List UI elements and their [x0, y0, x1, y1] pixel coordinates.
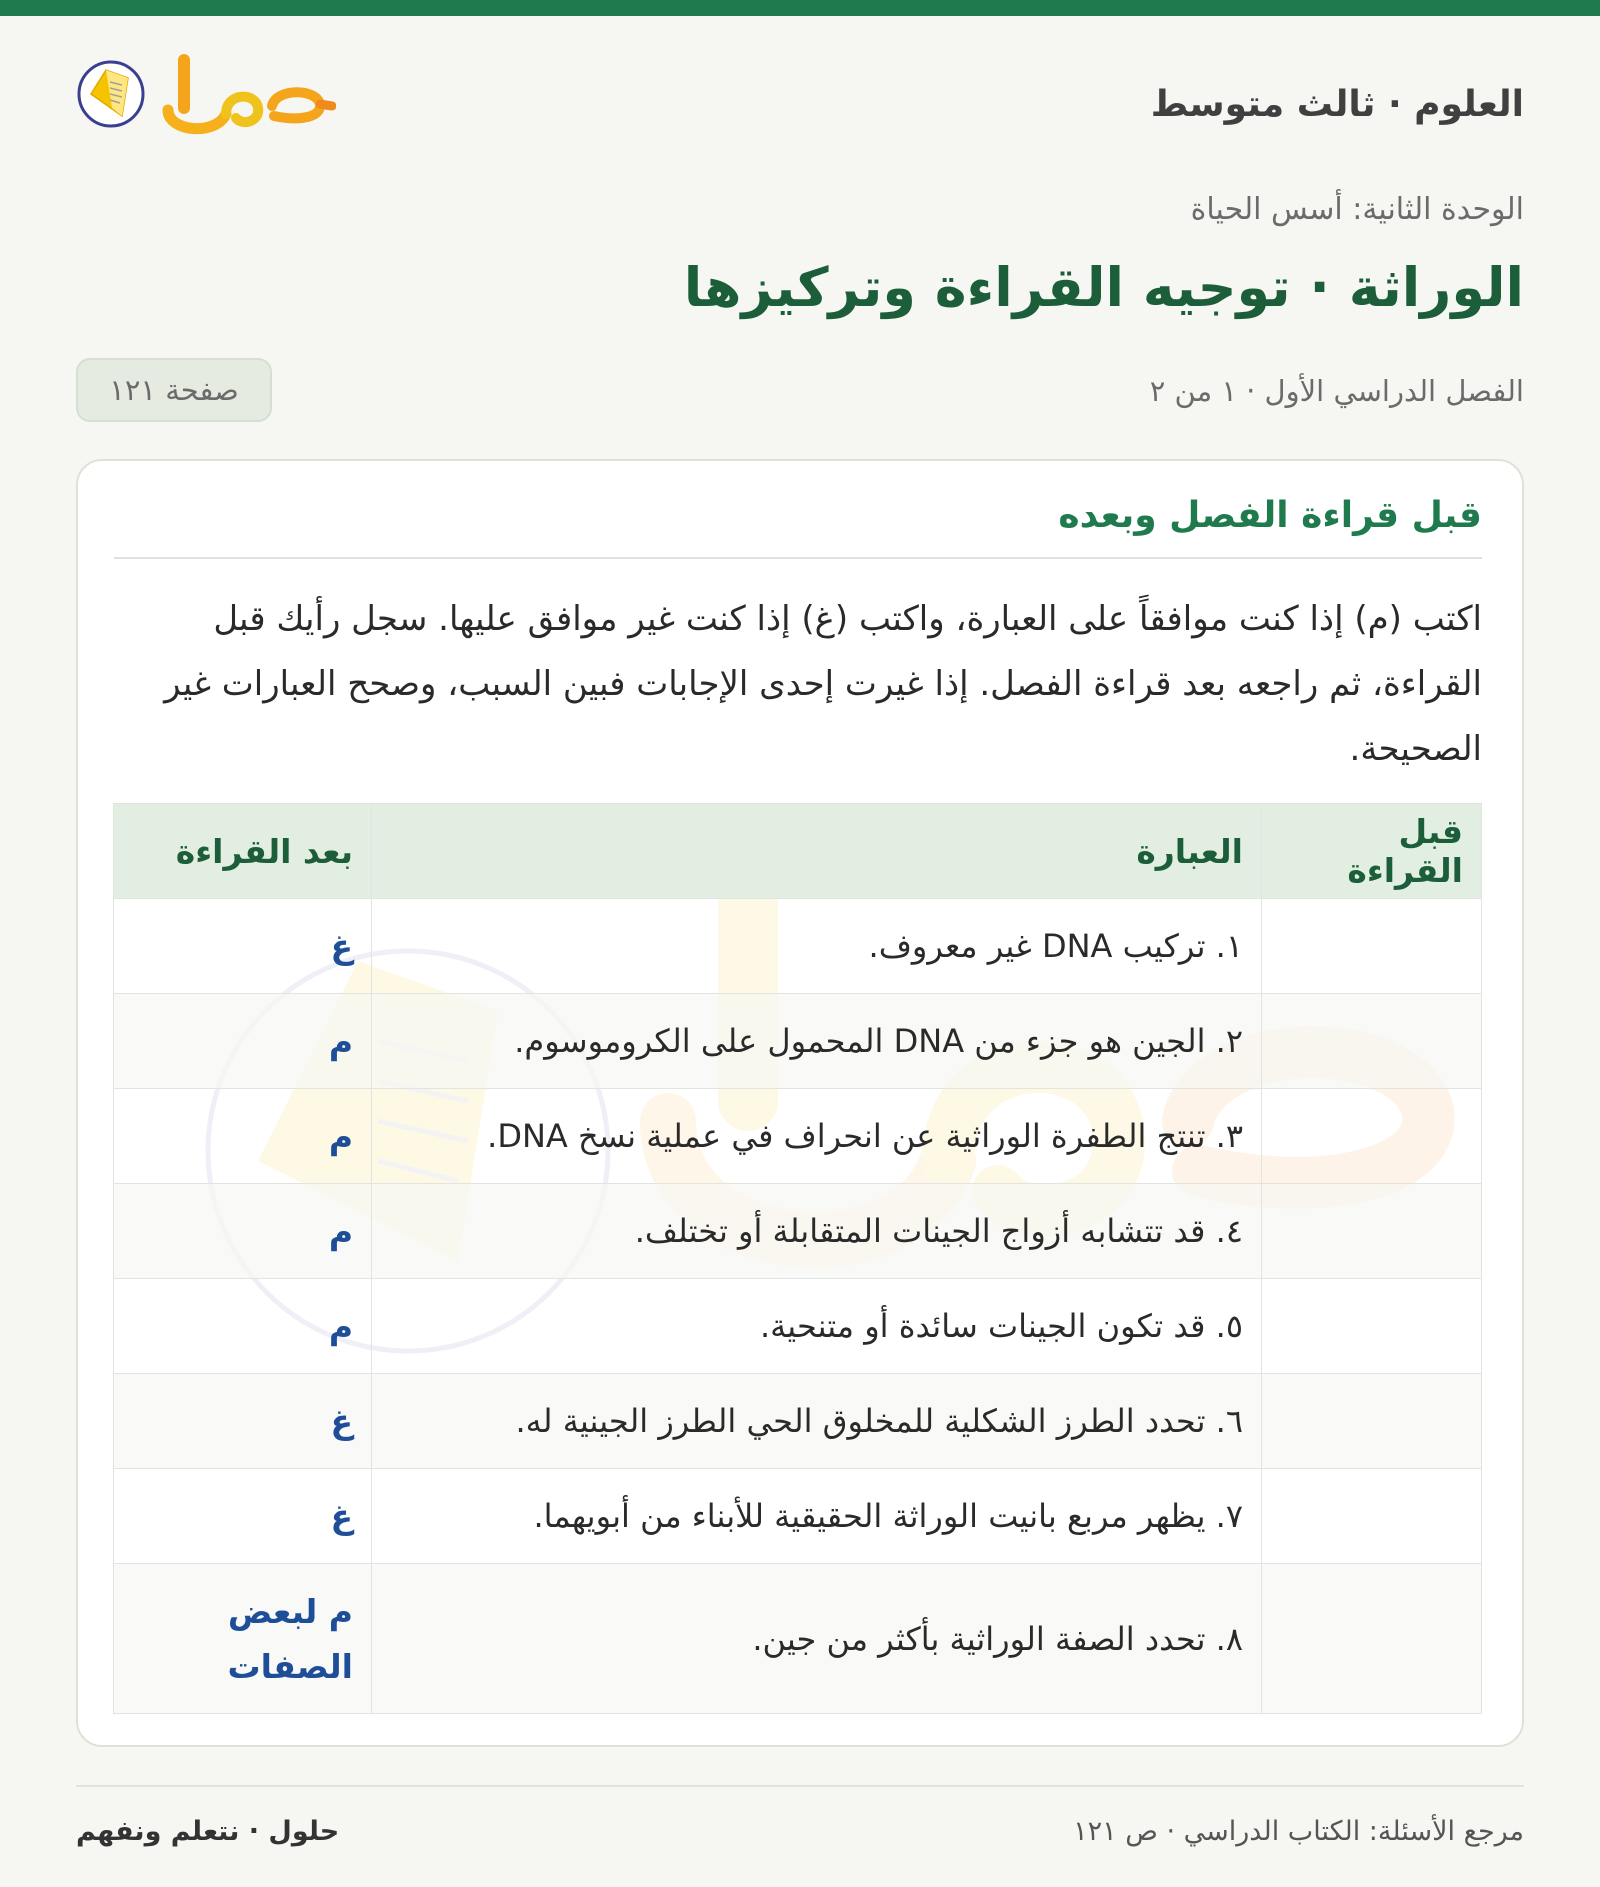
section-title: قبل قراءة الفصل وبعده: [1058, 495, 1482, 536]
term-label: الفصل الدراسي الأول · ١ من ٢: [1149, 374, 1524, 408]
subject-title: العلوم · ثالث متوسط: [1150, 84, 1524, 125]
table-row: [114, 1279, 1482, 1374]
statement-cell: ٨. تحدد الصفة الوراثية بأكثر من جين.: [372, 1564, 1262, 1714]
before-reading-cell[interactable]: [1262, 1469, 1482, 1564]
after-reading-cell: غ: [114, 1374, 372, 1469]
table-header-row: [114, 804, 1482, 899]
after-reading-cell: م: [114, 1184, 372, 1279]
before-reading-cell[interactable]: [1262, 1279, 1482, 1374]
table-row: [114, 1374, 1482, 1469]
table-row: [114, 1089, 1482, 1184]
statement-cell: ٦. تحدد الطرز الشكلية للمخلوق الحي الطرز الجينية له.: [372, 1374, 1262, 1469]
after-reading-cell: غ: [114, 1469, 372, 1564]
footer-brand: حلول · نتعلم ونفهم: [76, 1816, 340, 1847]
before-reading-cell[interactable]: [1262, 1184, 1482, 1279]
statement-cell: ٧. يظهر مربع بانيت الوراثة الحقيقية للأبناء من أبويهما.: [372, 1469, 1262, 1564]
after-reading-cell: م: [114, 1089, 372, 1184]
table-row: [114, 994, 1482, 1089]
after-reading-cell: م لبعض الصفات: [114, 1564, 372, 1714]
table-row: [114, 899, 1482, 994]
statement-cell: ٣. تنتج الطفرة الوراثية عن انحراف في عملية نسخ DNA.: [372, 1089, 1262, 1184]
table-row: [114, 1564, 1482, 1714]
before-reading-cell[interactable]: [1262, 1374, 1482, 1469]
before-reading-cell[interactable]: [1262, 899, 1482, 994]
anticipation-table: [113, 803, 1482, 1714]
unit-label: الوحدة الثانية: أسس الحياة: [1190, 192, 1524, 227]
statement-cell: ٢. الجين هو جزء من DNA المحمول على الكروموسوم.: [372, 994, 1262, 1089]
top-accent-bar: [0, 0, 1600, 16]
statement-cell: ١. تركيب DNA غير معروف.: [372, 899, 1262, 994]
content-card: [76, 459, 1524, 1747]
page-number-badge: صفحة ١٢١: [76, 358, 272, 422]
before-reading-cell[interactable]: [1262, 1564, 1482, 1714]
instructions-text: اكتب (م) إذا كنت موافقاً على العبارة، واكتب (غ) إذا كنت غير موافق عليها. سجل رأيك قبل القراءة، ثم راجعه بعد قراءة الفصل. إذا غيرت إحدى الإجابات فبين السبب، وصحح العبارات غير الصحيحة.: [164, 599, 1482, 769]
after-reading-cell: غ: [114, 899, 372, 994]
lesson-title: الوراثة · توجيه القراءة وتركيزها: [683, 256, 1524, 319]
before-reading-cell[interactable]: [1262, 1089, 1482, 1184]
statement-cell: ٥. قد تكون الجينات سائدة أو متنحية.: [372, 1279, 1262, 1374]
table-row: [114, 1184, 1482, 1279]
header-statement: العبارة: [372, 804, 1262, 899]
before-reading-cell[interactable]: [1262, 994, 1482, 1089]
after-reading-cell: م: [114, 1279, 372, 1374]
table-row: [114, 1469, 1482, 1564]
statement-cell: ٤. قد تتشابه أزواج الجينات المتقابلة أو تختلف.: [372, 1184, 1262, 1279]
header-before-reading: قبل القراءة: [1262, 804, 1482, 899]
after-reading-cell: م: [114, 994, 372, 1089]
section-divider: [114, 557, 1482, 559]
header-after-reading: بعد القراءة: [114, 804, 372, 899]
hulul-logo[interactable]: [76, 52, 336, 160]
anticipation-table-container: [114, 803, 1482, 1714]
footer-divider: [76, 1785, 1524, 1787]
page-header: [76, 52, 1524, 162]
footer-reference: مرجع الأسئلة: الكتاب الدراسي · ص ١٢١: [1073, 1816, 1524, 1847]
